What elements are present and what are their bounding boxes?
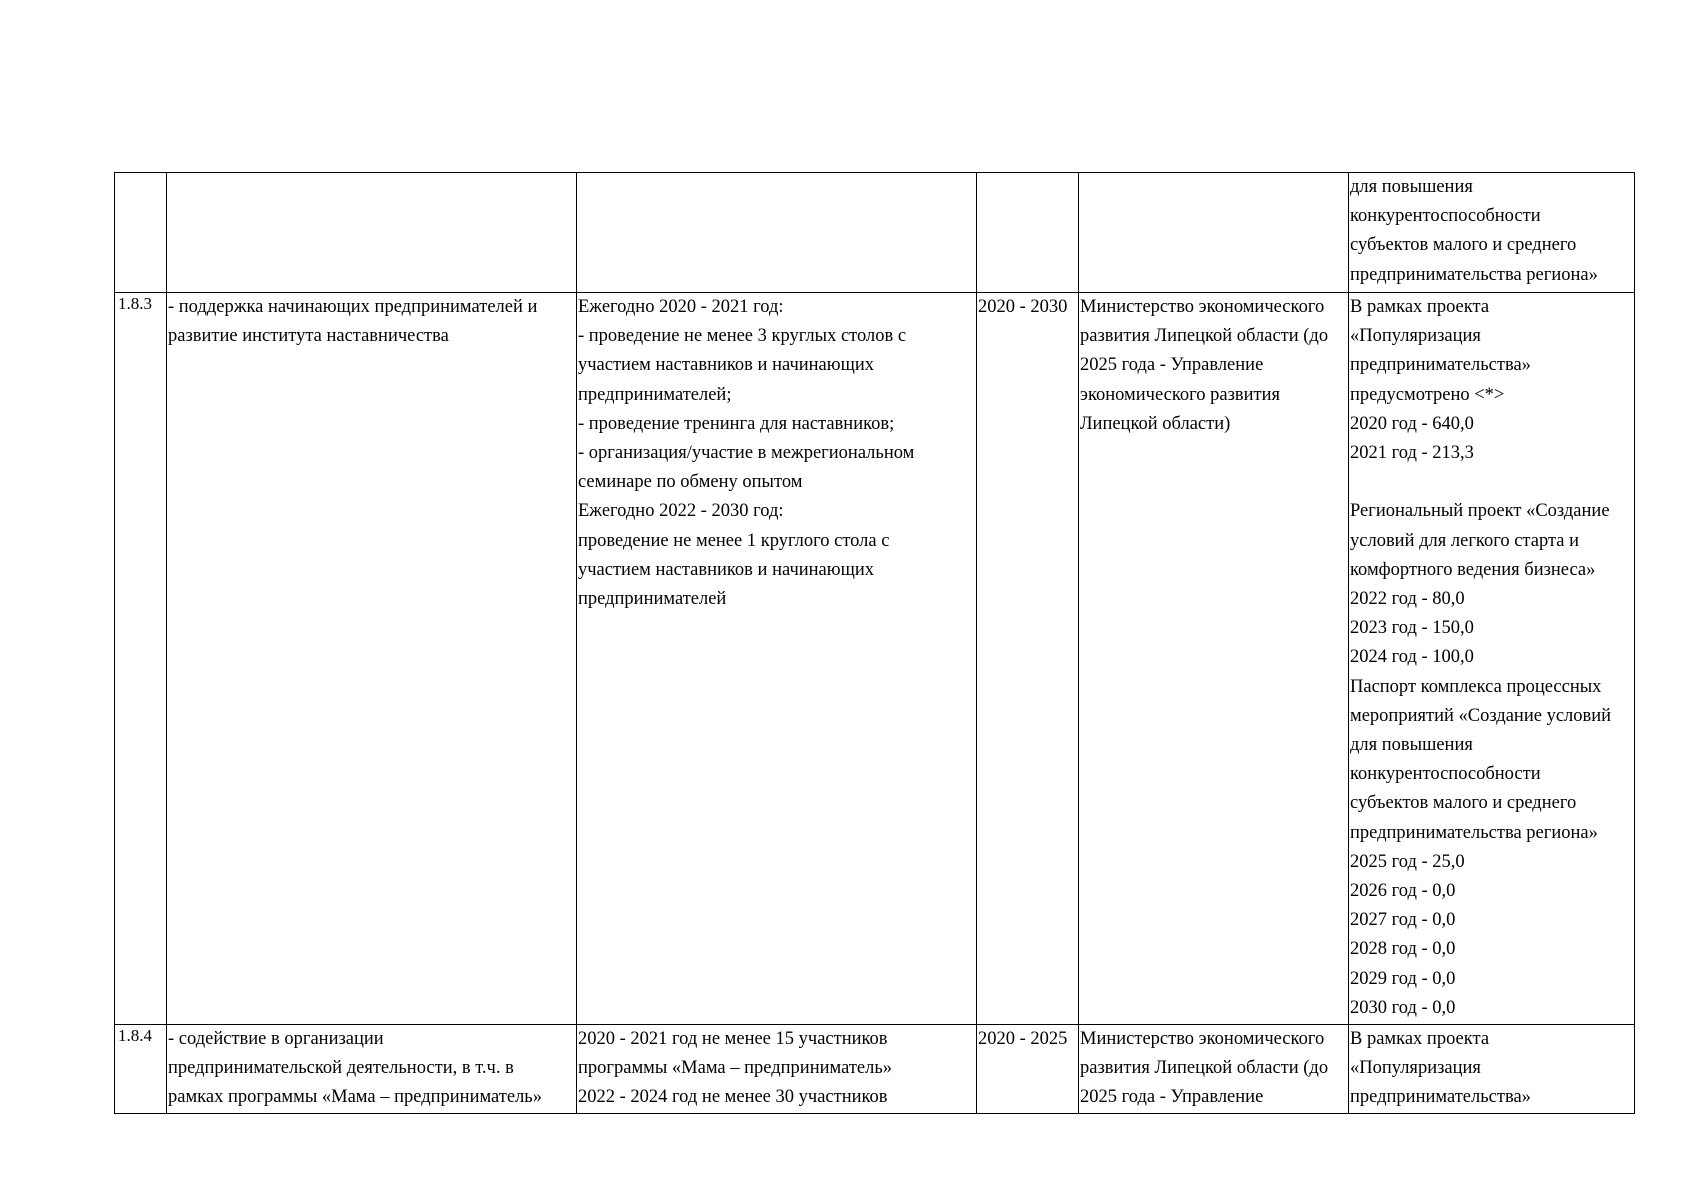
text-line: - проведение тренинга для наставников; — [578, 413, 895, 434]
text-line: предпринимательства» — [1350, 355, 1531, 376]
item-number-cell: 1.8.3 — [115, 293, 167, 1025]
text-line: 2030 год - 0,0 — [1350, 997, 1456, 1018]
text-line: семинаре по обмену опытом — [578, 472, 803, 493]
text-line: условий для легкого старта и — [1350, 530, 1580, 551]
content-cell — [577, 1025, 977, 1114]
text-line: 2025 год - 25,0 — [1350, 851, 1465, 872]
text-line: развитие института наставничества — [168, 326, 449, 347]
text-line: предпринимательства региона» — [1350, 822, 1598, 843]
text-line — [1349, 468, 1634, 497]
text-line: Региональный проект «Создание — [1350, 501, 1610, 522]
text-line: 2025 года - Управление — [1080, 1087, 1264, 1108]
text-line: - поддержка начинающих предпринимателей и — [168, 297, 538, 317]
text-line: развития Липецкой области (до — [1080, 1058, 1329, 1079]
text-line: 2026 год - 0,0 — [1350, 881, 1456, 902]
text-line: рамках программы «Мама – предприниматель» — [168, 1087, 542, 1108]
text-line: 2020 - 2021 год не менее 15 участников — [578, 1029, 888, 1049]
text-line: 2020 год - 640,0 — [1350, 413, 1474, 434]
text-line: В рамках проекта — [1350, 297, 1490, 317]
text-line: Липецкой области) — [1080, 413, 1231, 434]
text-line: 2023 год - 150,0 — [1350, 618, 1474, 639]
text-line: конкурентоспособности — [1350, 206, 1541, 227]
text-line: программы «Мама – предприниматель» — [578, 1058, 893, 1079]
text-line: предусмотрено <*> — [1350, 384, 1505, 405]
text-line: - содействие в организации — [168, 1029, 384, 1049]
text-line: предпринимательской деятельности, в т.ч. в — [168, 1058, 514, 1079]
item-number-cell: 1.8.4 — [115, 1025, 167, 1114]
text-line: «Популяризация — [1350, 1058, 1481, 1079]
text-line: 2021 год - 213,3 — [1350, 443, 1474, 464]
text-line: мероприятий «Создание условий — [1350, 705, 1612, 726]
text-line: Ежегодно 2022 - 2030 год: — [578, 501, 784, 522]
text-line: «Популяризация — [1350, 326, 1481, 347]
funding-cell — [1349, 1025, 1635, 1114]
period-cell: 2020 - 2025 — [977, 1025, 1079, 1114]
description-cell — [167, 293, 577, 1025]
text-line: Ежегодно 2020 - 2021 год: — [578, 297, 784, 317]
text-line: Министерство экономического — [1080, 297, 1325, 317]
text-line: 2028 год - 0,0 — [1350, 939, 1456, 960]
responsible-cell — [1079, 173, 1349, 293]
responsible-cell — [1079, 1025, 1349, 1114]
table-row — [115, 293, 1635, 1025]
text-line: проведение не менее 1 круглого стола с — [578, 530, 890, 551]
description-cell — [167, 173, 577, 293]
text-line: предпринимательства региона» — [1350, 264, 1598, 285]
text-line: 2024 год - 100,0 — [1350, 647, 1474, 668]
text-line: предпринимателей — [578, 589, 727, 610]
text-line: участием наставников и начинающих — [578, 559, 874, 580]
text-line: участием наставников и начинающих — [578, 355, 874, 376]
text-line: 2022 год - 80,0 — [1350, 589, 1465, 610]
text-line: предпринимателей; — [578, 384, 732, 405]
measures-table — [114, 172, 1635, 1114]
text-line: экономического развития — [1080, 384, 1281, 405]
funding-cell — [1349, 173, 1635, 293]
text-line: конкурентоспособности — [1350, 764, 1541, 785]
text-line: 2027 год - 0,0 — [1350, 910, 1456, 931]
text-line: для повышения — [1350, 735, 1473, 756]
description-cell — [167, 1025, 577, 1114]
period-cell: 2020 - 2030 — [977, 293, 1079, 1025]
content-cell — [577, 293, 977, 1025]
text-line: Паспорт комплекса процессных — [1350, 676, 1602, 697]
text-line: комфортного ведения бизнеса» — [1350, 559, 1596, 580]
text-line: 2022 - 2024 год не менее 30 участников — [578, 1087, 888, 1108]
text-line: предпринимательства» — [1350, 1087, 1531, 1108]
text-line: 2029 год - 0,0 — [1350, 968, 1456, 989]
table-row — [115, 1025, 1635, 1114]
funding-cell — [1349, 293, 1635, 1025]
period-cell — [977, 173, 1079, 293]
text-line: В рамках проекта — [1350, 1029, 1490, 1049]
text-line: - проведение не менее 3 круглых столов с — [578, 326, 907, 347]
text-line: Министерство экономического — [1080, 1029, 1325, 1049]
item-number-cell — [115, 173, 167, 293]
text-line: для повышения — [1350, 177, 1473, 197]
text-line: 2025 года - Управление — [1080, 355, 1264, 376]
table-row — [115, 173, 1635, 293]
text-line: - организация/участие в межрегиональном — [578, 443, 915, 464]
text-line: субъектов малого и среднего — [1350, 793, 1577, 814]
content-cell — [577, 173, 977, 293]
text-line: развития Липецкой области (до — [1080, 326, 1329, 347]
text-line: субъектов малого и среднего — [1350, 235, 1577, 256]
responsible-cell — [1079, 293, 1349, 1025]
